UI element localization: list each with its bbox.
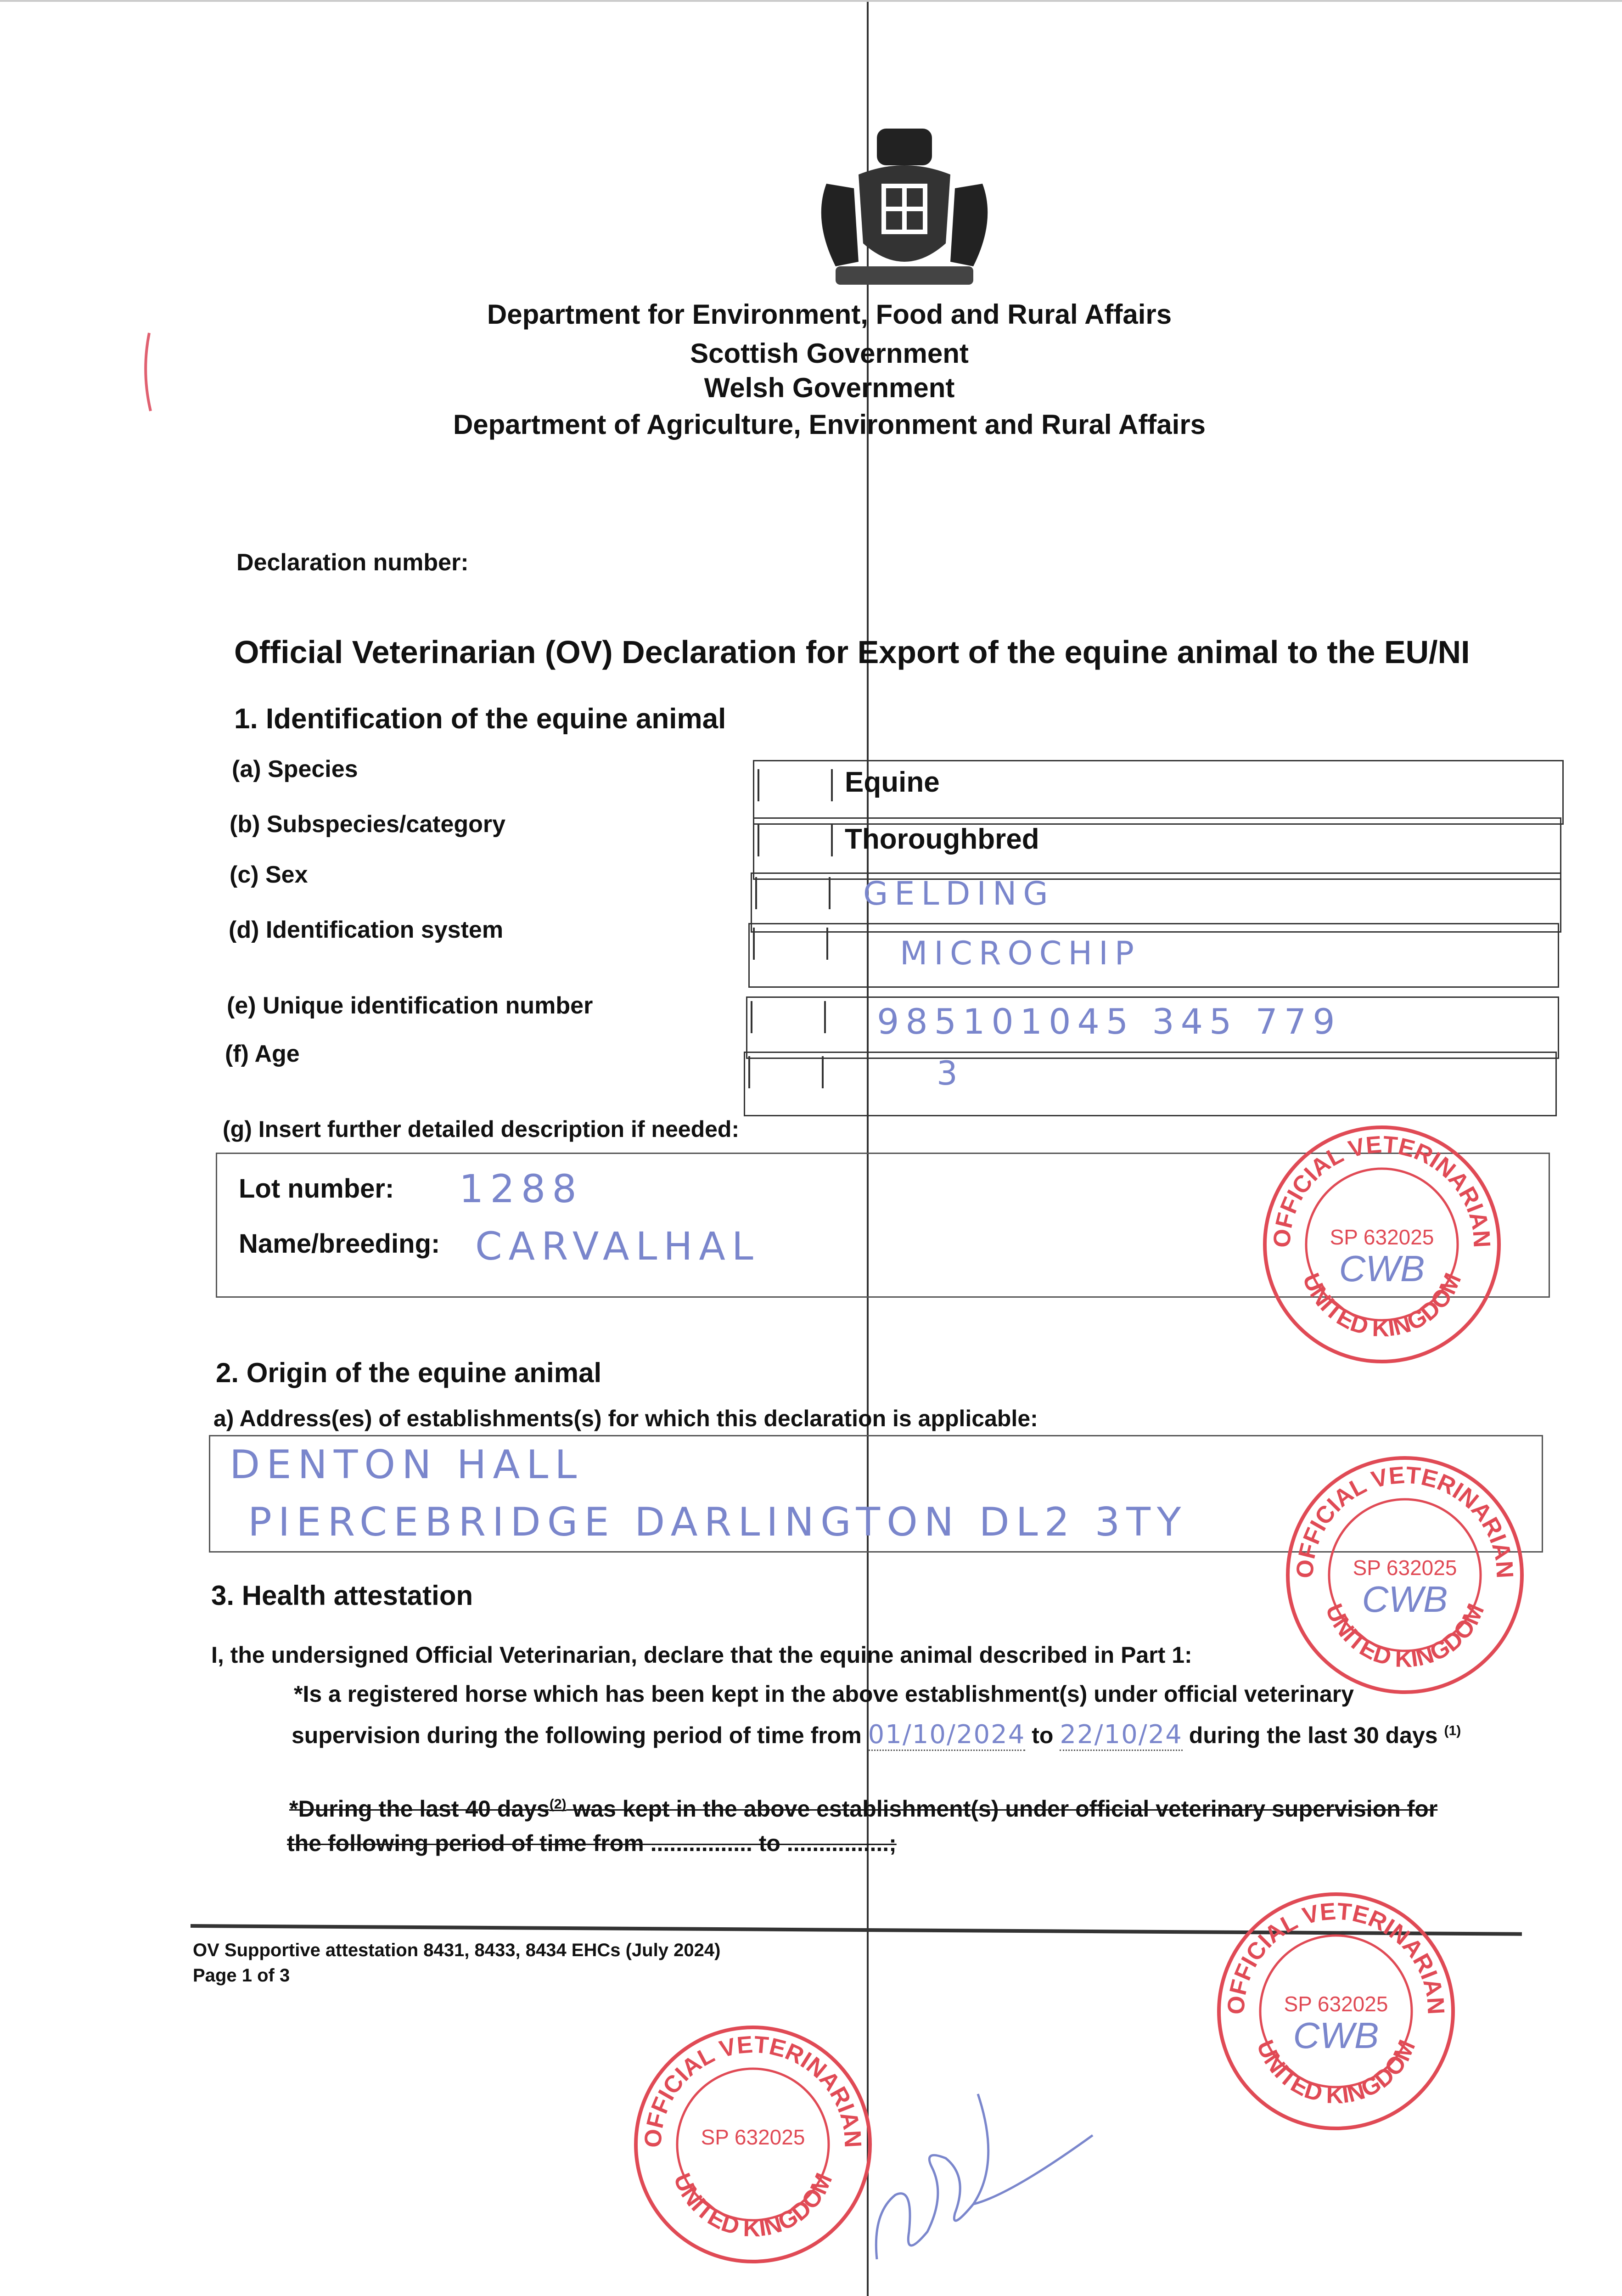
lot-number-label: Lot number: bbox=[239, 1174, 394, 1204]
department-daera: Department of Agriculture, Environment and Rural Affairs bbox=[453, 409, 1206, 440]
field-label-age: (f) Age bbox=[225, 1041, 300, 1067]
date-to-value: 22/10/24 bbox=[1060, 1720, 1183, 1751]
subspecies-value: Thoroughbred bbox=[845, 823, 1039, 855]
svg-text:SP 632025: SP 632025 bbox=[701, 2125, 805, 2149]
section3-para1-line2: supervision during the following period of time from 01/10/2024 to 22/10/24 during the last 30 days $^{(1)}$ bbox=[292, 1720, 1461, 1750]
svg-text:UNITED KINGDOM: UNITED KINGDOM bbox=[1251, 2036, 1421, 2109]
section3-para1-line1: *Is a registered horse which has been kept in the above establishment(s) under official veterinary bbox=[294, 1681, 1354, 1707]
page-title: Official Veterinarian (OV) Declaration for Export of the equine animal to the EU/NI bbox=[234, 634, 1470, 670]
svg-text:CWB: CWB bbox=[1293, 2015, 1379, 2056]
svg-text:UNITED KINGDOM: UNITED KINGDOM bbox=[1297, 1269, 1467, 1342]
royal-coat-of-arms-icon bbox=[808, 129, 1001, 294]
ov-stamp bbox=[1212, 1887, 1460, 2135]
svg-text:UNITED KINGDOM: UNITED KINGDOM bbox=[1320, 1600, 1490, 1673]
uid-value: 985101045 345 779 bbox=[877, 1001, 1341, 1042]
sex-value: GELDING bbox=[863, 875, 1055, 912]
address-line-2: PIERCEBRIDGE DARLINGTON DL2 3TY bbox=[248, 1499, 1188, 1545]
address-line-1: DENTON HALL bbox=[230, 1442, 584, 1488]
field-label-identification-system: (d) Identification system bbox=[229, 917, 504, 943]
svg-text:SP 632025: SP 632025 bbox=[1353, 1556, 1457, 1580]
lot-number-value: 1288 bbox=[459, 1166, 583, 1211]
name-breeding-label: Name/breeding: bbox=[239, 1229, 440, 1259]
footer-attestation: OV Supportive attestation 8431, 8433, 8434 EHCs (July 2024) bbox=[193, 1940, 721, 1960]
ov-stamp bbox=[1258, 1120, 1506, 1368]
svg-text:OFFICIAL VETERINARIAN: OFFICIAL VETERINARIAN bbox=[1223, 1898, 1449, 2015]
field-box-identification-system bbox=[748, 923, 1559, 988]
field-box-age bbox=[744, 1052, 1557, 1116]
section2-heading: 2. Origin of the equine animal bbox=[216, 1357, 602, 1388]
ov-stamp bbox=[629, 2020, 877, 2268]
declaration-number-label: Declaration number: bbox=[236, 549, 469, 576]
svg-text:CWB: CWB bbox=[1339, 1248, 1425, 1289]
svg-text:SP 632025: SP 632025 bbox=[1330, 1225, 1434, 1249]
ov-stamp bbox=[1281, 1451, 1529, 1699]
species-value: Equine bbox=[845, 766, 940, 798]
svg-text:OFFICIAL VETERINARIAN: OFFICIAL VETERINARIAN bbox=[1268, 1131, 1495, 1249]
section3-intro: I, the undersigned Official Veterinarian, declare that the equine animal described in Part 1: bbox=[211, 1642, 1192, 1668]
department-scottish-government: Scottish Government bbox=[690, 338, 969, 369]
section3-para2-line2: the following period of time from ................ to ................; bbox=[287, 1830, 897, 1856]
scan-top-edge bbox=[0, 0, 1622, 2]
section1-heading: 1. Identification of the equine animal bbox=[234, 703, 726, 735]
svg-text:UNITED KINGDOM: UNITED KINGDOM bbox=[668, 2169, 838, 2242]
footer-page-number: Page 1 of 3 bbox=[193, 1965, 290, 1986]
field-label-sex: (c) Sex bbox=[230, 861, 308, 888]
field-label-uid: (e) Unique identification number bbox=[227, 992, 593, 1019]
name-breeding-value: CARVALHAL bbox=[475, 1224, 760, 1269]
department-defra: Department for Environment, Food and Rural Affairs bbox=[487, 299, 1172, 330]
field-label-species: (a) Species bbox=[232, 756, 358, 782]
section3-para2-line1: *During the last 40 days$^{(2)}$ was kept in the above establishment(s) under official veterinary supervision for bbox=[289, 1796, 1438, 1822]
department-welsh-government: Welsh Government bbox=[704, 372, 955, 403]
age-value: 3 bbox=[937, 1054, 964, 1092]
identification-system-value: MICROCHIP bbox=[900, 934, 1141, 972]
section2-sub-label: a) Address(es) of establishments(s) for which this declaration is applicable: bbox=[213, 1406, 1038, 1431]
ov-signature bbox=[863, 2057, 1102, 2268]
svg-text:OFFICIAL VETERINARIAN: OFFICIAL VETERINARIAN bbox=[1291, 1462, 1518, 1579]
date-from-value: 01/10/2024 bbox=[868, 1720, 1026, 1751]
section3-heading: 3. Health attestation bbox=[211, 1580, 473, 1611]
svg-text:CWB: CWB bbox=[1362, 1579, 1448, 1620]
field-label-subspecies: (b) Subspecies/category bbox=[230, 811, 506, 838]
svg-text:OFFICIAL VETERINARIAN: OFFICIAL VETERINARIAN bbox=[640, 2031, 866, 2149]
svg-text:SP 632025: SP 632025 bbox=[1284, 1992, 1388, 2016]
further-description-label: (g) Insert further detailed description if needed: bbox=[223, 1116, 740, 1142]
